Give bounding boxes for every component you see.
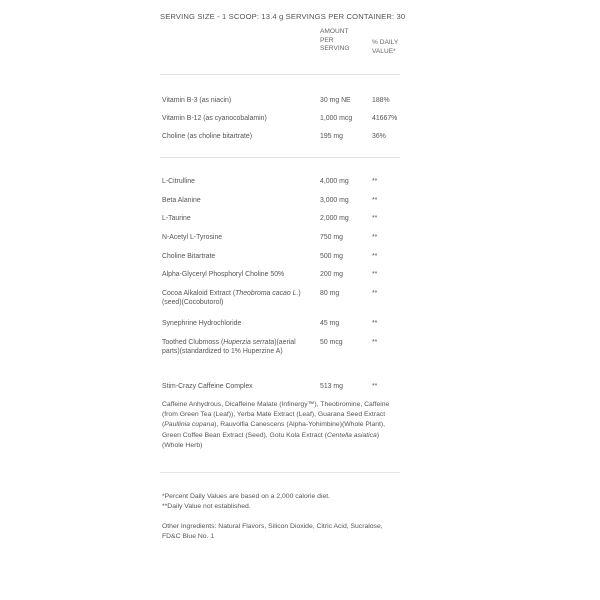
ingredient-name: Synephrine Hydrochloride bbox=[162, 320, 242, 327]
ingredient-name: N-Acetyl L-Tyrosine bbox=[162, 234, 223, 241]
ingredient-name: L-Taurine bbox=[162, 215, 191, 222]
ingredient-dv: ** bbox=[372, 271, 378, 278]
nutrient-dv: 188% bbox=[372, 97, 390, 104]
nutrient-amount: 30 mg NE bbox=[320, 97, 351, 104]
ingredient-name: Beta Alanine bbox=[162, 197, 201, 204]
ingredient-name: Stim-Crazy Caffeine Complex bbox=[162, 383, 253, 390]
nutrient-name: Vitamin B-12 (as cyanocobalamin) bbox=[162, 115, 267, 122]
footnote-line: **Daily Value not established. bbox=[162, 503, 251, 511]
ingredient-amount: 50 mcg bbox=[320, 339, 343, 346]
ingredient-amount: 500 mg bbox=[320, 253, 343, 260]
ingredient-dv: ** bbox=[372, 339, 378, 346]
amount-per-serving-header bbox=[320, 28, 370, 54]
divider bbox=[160, 472, 400, 473]
nutrient-name: Vitamin B-3 (as niacin) bbox=[162, 97, 232, 104]
nutrient-dv: 41667% bbox=[372, 115, 398, 122]
ingredient-amount: 513 mg bbox=[320, 383, 343, 390]
ingredient-dv: ** bbox=[372, 178, 378, 185]
serving-size-line: SERVING SIZE - 1 SCOOP: 13.4 g SERVINGS PER CONTAINER: 30 bbox=[160, 12, 406, 21]
ingredient-name: L-Citrulline bbox=[162, 178, 195, 185]
ingredient-dv: ** bbox=[372, 215, 378, 222]
footnote-line: *Percent Daily Values are based on a 2,000 calorie diet. bbox=[162, 493, 331, 500]
header-dv-line: % DAILY bbox=[372, 39, 399, 46]
ingredient-amount: 45 mg bbox=[320, 320, 340, 327]
ingredient-name: Alpha-Glyceryl Phosphoryl Choline 50% bbox=[162, 271, 285, 278]
caffeine-complex-description: Caffeine Anhydrous, Dicaffeine Malate (Infinergy™), Theobromine, Caffeine (from Green Tea (Leaf)), Yerba Mate Extract (Leaf), Guarana Seed Extract (Paullinia cupana), Rauvolfia Canescens (Alpha-Yohimbine)(Whole Plant), Green Coffee Bean Extract (Seed), Gotu Kola Extract (Centella asiatica)(Whole Herb) bbox=[162, 401, 390, 449]
nutrient-amount: 195 mg bbox=[320, 133, 343, 140]
ingredient-amount: 2,000 mg bbox=[320, 215, 349, 222]
header-amount-line: AMOUNT bbox=[320, 28, 349, 35]
ingredient-amount: 80 mg bbox=[320, 290, 340, 297]
ingredient-name: Cocoa Alkaloid Extract (Theobroma cacao L.) (seed)(Cocobutorol) bbox=[162, 290, 301, 306]
ingredient-amount: 200 mg bbox=[320, 271, 343, 278]
ingredient-name: Toothed Clubmoss (Huperzia serrata)(aerial parts)(standardized to 1% Huperzine A) bbox=[162, 339, 296, 355]
ingredient-dv: ** bbox=[372, 234, 378, 241]
ingredient-dv: ** bbox=[372, 290, 378, 297]
ingredient-name: Choline Bitartrate bbox=[162, 253, 216, 260]
divider bbox=[160, 157, 400, 158]
header-amount-line: PER bbox=[320, 36, 334, 44]
ingredient-dv: ** bbox=[372, 197, 378, 204]
header-amount-line: SERVING bbox=[320, 45, 350, 53]
ingredient-amount: 3,000 mg bbox=[320, 197, 349, 204]
nutrient-amount: 1,000 mcg bbox=[320, 115, 353, 122]
nutrient-dv: 36% bbox=[372, 133, 386, 140]
daily-value-header bbox=[372, 39, 412, 56]
other-ingredients: Other Ingredients: Natural Flavors, Silicon Dioxide, Citric Acid, Sucralose, FD&C Blue No. 1 bbox=[162, 523, 383, 541]
divider bbox=[160, 74, 400, 75]
ingredient-dv: ** bbox=[372, 320, 378, 327]
header-dv-line: VALUE* bbox=[372, 47, 396, 55]
ingredient-amount: 4,000 mg bbox=[320, 178, 349, 185]
daily-value-footnote bbox=[162, 492, 402, 512]
nutrient-name: Choline (as choline bitartrate) bbox=[162, 133, 253, 140]
ingredient-dv: ** bbox=[372, 383, 378, 390]
ingredient-dv: ** bbox=[372, 253, 378, 260]
ingredient-amount: 750 mg bbox=[320, 234, 343, 241]
